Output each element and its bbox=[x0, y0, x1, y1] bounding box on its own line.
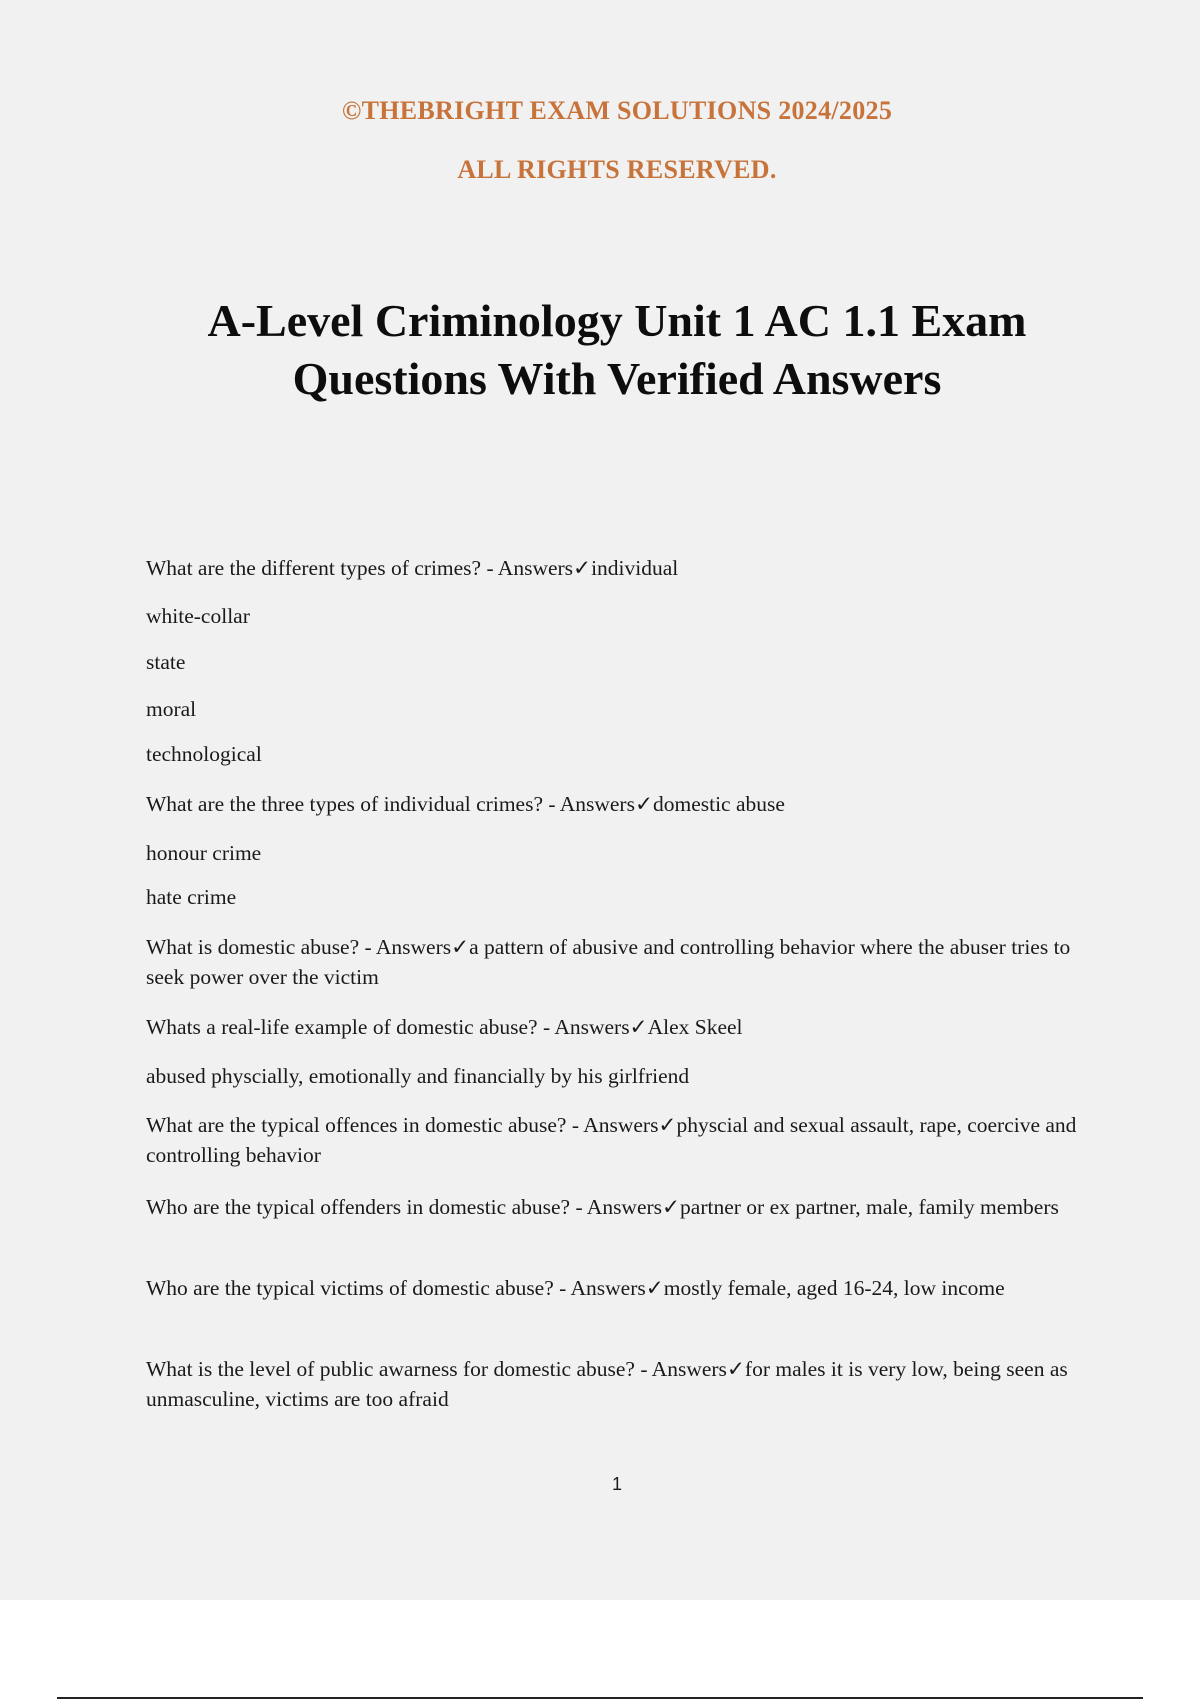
qa-line: What are the different types of crimes? - Answers✓individual bbox=[146, 556, 679, 580]
qa-line: honour crime bbox=[146, 841, 262, 865]
title-line-1: A-Level Criminology Unit 1 AC 1.1 Exam bbox=[207, 295, 1027, 346]
qa-line: hate crime bbox=[146, 885, 237, 909]
qa-line: What are the three types of individual crimes? - Answers✓domestic abuse bbox=[146, 792, 785, 816]
rights-reserved-header: ALL RIGHTS RESERVED. bbox=[457, 155, 777, 184]
qa-line: abused physcially, emotionally and financially by his girlfriend bbox=[146, 1064, 690, 1088]
qa-line: technological bbox=[146, 742, 262, 766]
page-number: 1 bbox=[611, 1474, 622, 1494]
qa-line: What is the level of public awarness for domestic abuse? - Answers✓for males it is very low, being seen as unmasculine, victims are too afraid bbox=[146, 1357, 1068, 1411]
qa-line: Who are the typical victims of domestic abuse? - Answers✓mostly female, aged 16-24, low income bbox=[146, 1276, 1005, 1300]
copyright-header: ©THEBRIGHT EXAM SOLUTIONS 2024/2025 bbox=[341, 96, 893, 125]
document-title bbox=[150, 292, 1084, 408]
qa-line: Who are the typical offenders in domestic abuse? - Answers✓partner or ex partner, male, family members bbox=[146, 1195, 1059, 1219]
qa-line: white-collar bbox=[146, 604, 250, 628]
qa-line: moral bbox=[146, 697, 197, 721]
qa-line: state bbox=[146, 650, 186, 674]
qa-line: What are the typical offences in domestic abuse? - Answers✓physcial and sexual assault, rape, coercive and controlling behavior bbox=[146, 1113, 1077, 1167]
qa-line: Whats a real-life example of domestic abuse? - Answers✓Alex Skeel bbox=[146, 1015, 743, 1039]
footer-divider bbox=[57, 1697, 1143, 1699]
qa-line: What is domestic abuse? - Answers✓a pattern of abusive and controlling behavior where the abuser tries to seek power over the victim bbox=[146, 935, 1071, 989]
title-line-2: Questions With Verified Answers bbox=[292, 353, 942, 404]
